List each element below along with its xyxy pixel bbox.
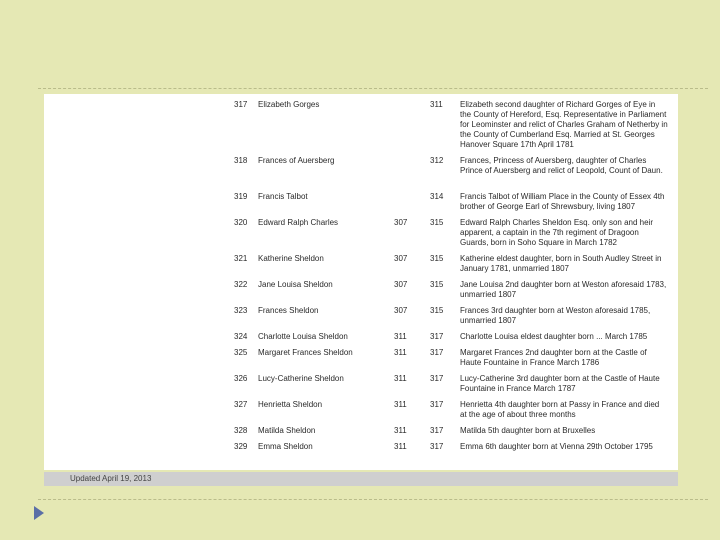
row-description: Frances, Princess of Auersberg, daughter of Charles Prince of Auersberg and relict of Leopold, Count of Daun.	[460, 156, 663, 175]
row-description: Jane Louisa 2nd daughter born at Weston aforesaid 1783, unmarried 1807	[460, 280, 667, 299]
row-name: Francis Talbot	[258, 192, 308, 201]
row-name: Emma Sheldon	[258, 442, 313, 451]
row-number: 318	[234, 156, 248, 165]
row-number: 326	[234, 374, 248, 383]
row-name: Frances Sheldon	[258, 306, 319, 315]
row-number: 327	[234, 400, 248, 409]
row-description: Katherine eldest daughter, born in South Audley Street in January 1781, unmarried 1807	[460, 254, 662, 273]
row-name: Katherine Sheldon	[258, 254, 324, 263]
row-name: Edward Ralph Charles	[258, 218, 339, 227]
row-number: 323	[234, 306, 248, 315]
row-mother-ref: 317	[430, 426, 444, 435]
row-mother-ref: 315	[430, 218, 444, 227]
row-description: Lucy-Catherine 3rd daughter born at the Castle of Haute Fountaine in France March 1787	[460, 374, 660, 393]
row-number: 319	[234, 192, 248, 201]
row-number: 329	[234, 442, 248, 451]
row-name: Elizabeth Gorges	[258, 100, 320, 109]
row-mother-ref: 317	[430, 374, 444, 383]
row-name: Henrietta Sheldon	[258, 400, 323, 409]
row-father-ref: 311	[394, 332, 407, 341]
row-number: 328	[234, 426, 248, 435]
row-description: Matilda 5th daughter born at Bruxelles	[460, 426, 596, 435]
row-number: 317	[234, 100, 248, 109]
row-mother-ref: 315	[430, 254, 444, 263]
row-father-ref: 311	[394, 348, 407, 357]
row-number: 325	[234, 348, 248, 357]
row-number: 321	[234, 254, 248, 263]
row-description: Margaret Frances 2nd daughter born at the Castle of Haute Fountaine in France March 1786	[460, 348, 647, 367]
row-father-ref: 307	[394, 218, 408, 227]
row-description: Charlotte Louisa eldest daughter born ... March 1785	[460, 332, 648, 341]
play-icon[interactable]	[34, 506, 44, 520]
row-name: Margaret Frances Sheldon	[258, 348, 353, 357]
top-divider	[38, 88, 708, 89]
row-description: Francis Talbot of William Place in the County of Essex 4th brother of George Earl of Shrewsbury, living 1807	[460, 192, 665, 211]
row-name: Jane Louisa Sheldon	[258, 280, 333, 289]
row-father-ref: 311	[394, 442, 407, 451]
row-description: Elizabeth second daughter of Richard Gorges of Eye in the County of Hereford, Esq. Representative in Parliament for Leominster and relict of Charles Graham of Netherby in the County of Cumberland Esq. Married at St. Georges Hanover Square 17th April 1781	[460, 100, 668, 149]
row-mother-ref: 317	[430, 400, 444, 409]
row-mother-ref: 311	[430, 100, 443, 109]
row-name: Frances of Auersberg	[258, 156, 335, 165]
row-father-ref: 311	[394, 426, 407, 435]
row-mother-ref: 315	[430, 280, 444, 289]
row-father-ref: 307	[394, 280, 408, 289]
row-mother-ref: 317	[430, 348, 444, 357]
row-father-ref: 311	[394, 400, 407, 409]
updated-text: Updated April 19, 2013	[70, 474, 152, 483]
row-name: Lucy-Catherine Sheldon	[258, 374, 344, 383]
updated-footer	[44, 472, 678, 486]
row-mother-ref: 315	[430, 306, 444, 315]
row-father-ref: 307	[394, 306, 408, 315]
row-father-ref: 311	[394, 374, 407, 383]
row-number: 320	[234, 218, 248, 227]
row-mother-ref: 317	[430, 442, 444, 451]
row-description: Henrietta 4th daughter born at Passy in France and died at the age of about three months	[460, 400, 660, 419]
row-description: Emma 6th daughter born at Vienna 29th October 1795	[460, 442, 653, 451]
row-name: Matilda Sheldon	[258, 426, 316, 435]
row-mother-ref: 314	[430, 192, 444, 201]
row-description: Frances 3rd daughter born at Weston aforesaid 1785, unmarried 1807	[460, 306, 651, 325]
row-mother-ref: 317	[430, 332, 444, 341]
bottom-divider	[38, 499, 708, 500]
row-name: Charlotte Louisa Sheldon	[258, 332, 348, 341]
row-description: Edward Ralph Charles Sheldon Esq. only son and heir apparent, a captain in the 7th regiment of Dragoon Guards, born in Soho Square in March 1782	[460, 218, 654, 247]
row-number: 322	[234, 280, 248, 289]
row-father-ref: 307	[394, 254, 408, 263]
row-mother-ref: 312	[430, 156, 444, 165]
document-table	[44, 94, 678, 470]
row-number: 324	[234, 332, 248, 341]
